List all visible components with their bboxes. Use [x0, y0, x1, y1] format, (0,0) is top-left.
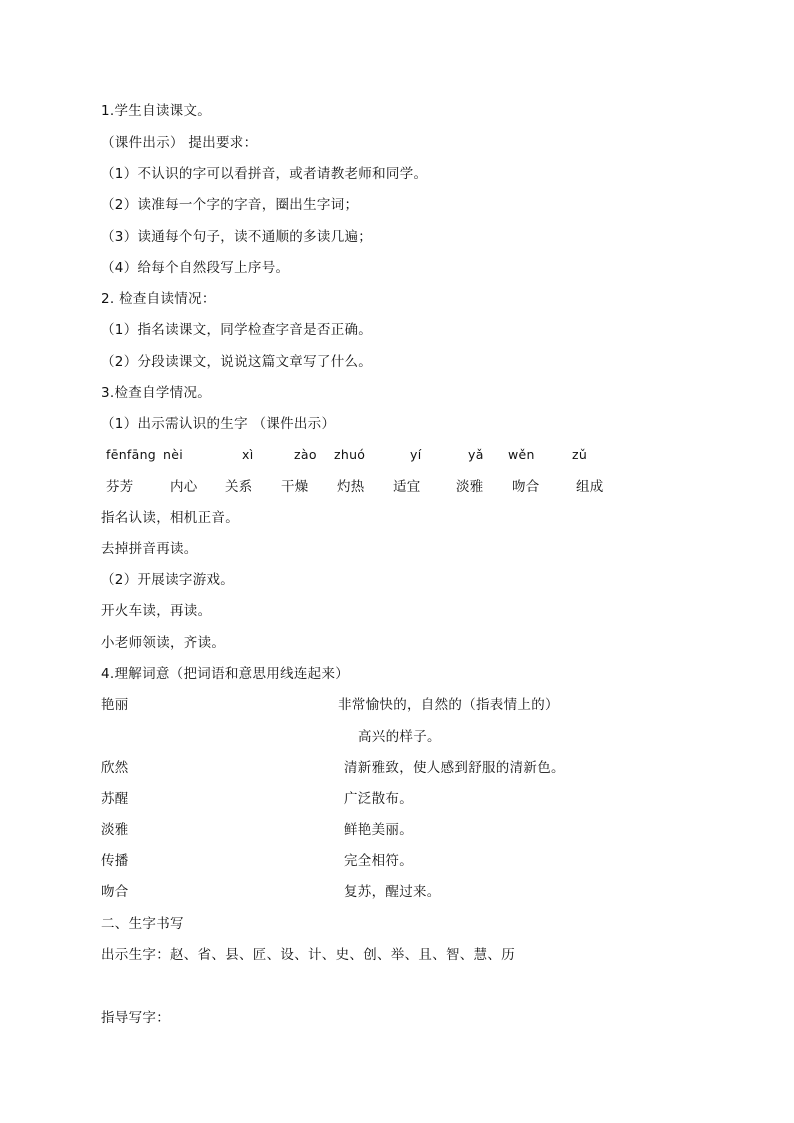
- meaning-7: 复苏，醒过来。: [344, 884, 441, 900]
- section3-heading: 3.检查自学情况。: [101, 385, 212, 401]
- word-1: 芬芳: [106, 479, 134, 495]
- word-8: 吻合: [512, 479, 540, 495]
- term-2: 欣然: [101, 760, 129, 776]
- section1-requirement-intro: （课件出示） 提出要求：: [101, 135, 258, 151]
- term-6: 吻合: [101, 884, 129, 900]
- section3-after-3: （2）开展读字游戏。: [101, 572, 235, 588]
- meaning-5: 鲜艳美丽。: [344, 822, 413, 838]
- part2-heading: 二、生字书写: [101, 916, 184, 932]
- pinyin-1: fēnfāng: [106, 447, 157, 462]
- section3-after-5: 小老师领读，齐读。: [101, 635, 226, 651]
- word-7: 淡雅: [456, 479, 484, 495]
- section1-heading: 1.学生自读课文。: [101, 103, 212, 119]
- term-1: 艳丽: [101, 697, 129, 713]
- requirement-2: （2）读准每一个字的字音，圈出生字词；: [101, 197, 359, 213]
- section2-heading: 2. 检查自读情况：: [101, 291, 216, 307]
- section2-item-1: （1）指名读课文，同学检查字音是否正确。: [101, 322, 373, 338]
- section2-item-2: （2）分段读课文，说说这篇文章写了什么。: [101, 354, 373, 370]
- meaning-4: 广泛散布。: [344, 791, 413, 807]
- pinyin-5: zhuó: [334, 447, 366, 462]
- word-2: 内心: [170, 479, 198, 495]
- word-9: 组成: [576, 479, 604, 495]
- word-6: 适宜: [393, 479, 421, 495]
- term-3: 苏醒: [101, 791, 129, 807]
- meaning-2: 高兴的样子。: [358, 729, 441, 745]
- meaning-6: 完全相符。: [344, 853, 413, 869]
- requirement-4: （4）给每个自然段写上序号。: [101, 260, 290, 276]
- pinyin-8: wěn: [508, 447, 535, 462]
- meaning-1: 非常愉快的，自然的（指表情上的）: [338, 697, 559, 713]
- section3-after-4: 开火车读，再读。: [101, 603, 212, 619]
- term-5: 传播: [101, 853, 129, 869]
- section3-after-2: 去掉拼音再读。: [101, 541, 198, 557]
- pinyin-3: xì: [242, 447, 254, 462]
- pinyin-9: zǔ: [572, 447, 588, 462]
- word-4: 干燥: [281, 479, 309, 495]
- requirement-3: （3）读通每个句子，读不通顺的多读几遍；: [101, 229, 373, 245]
- pinyin-2: nèi: [163, 447, 183, 462]
- part2-guide: 指导写字：: [101, 1010, 170, 1026]
- requirement-1: （1）不认识的字可以看拼音，或者请教老师和同学。: [101, 166, 428, 182]
- section3-sub1: （1）出示需认识的生字 （课件出示）: [101, 416, 336, 432]
- pinyin-7: yǎ: [468, 447, 484, 462]
- pinyin-6: yí: [410, 447, 422, 462]
- meaning-3: 清新雅致，使人感到舒服的清新色。: [344, 760, 565, 776]
- word-3: 关系: [225, 479, 253, 495]
- word-5: 灼热: [337, 479, 365, 495]
- section4-heading: 4.理解词意（把词语和意思用线连起来）: [101, 666, 350, 682]
- term-4: 淡雅: [101, 822, 129, 838]
- pinyin-4: zào: [294, 447, 317, 462]
- section3-after-1: 指名认读，相机正音。: [101, 510, 239, 526]
- part2-show-chars: 出示生字：赵、省、县、匠、设、计、史、创、举、且、智、慧、历: [101, 947, 515, 963]
